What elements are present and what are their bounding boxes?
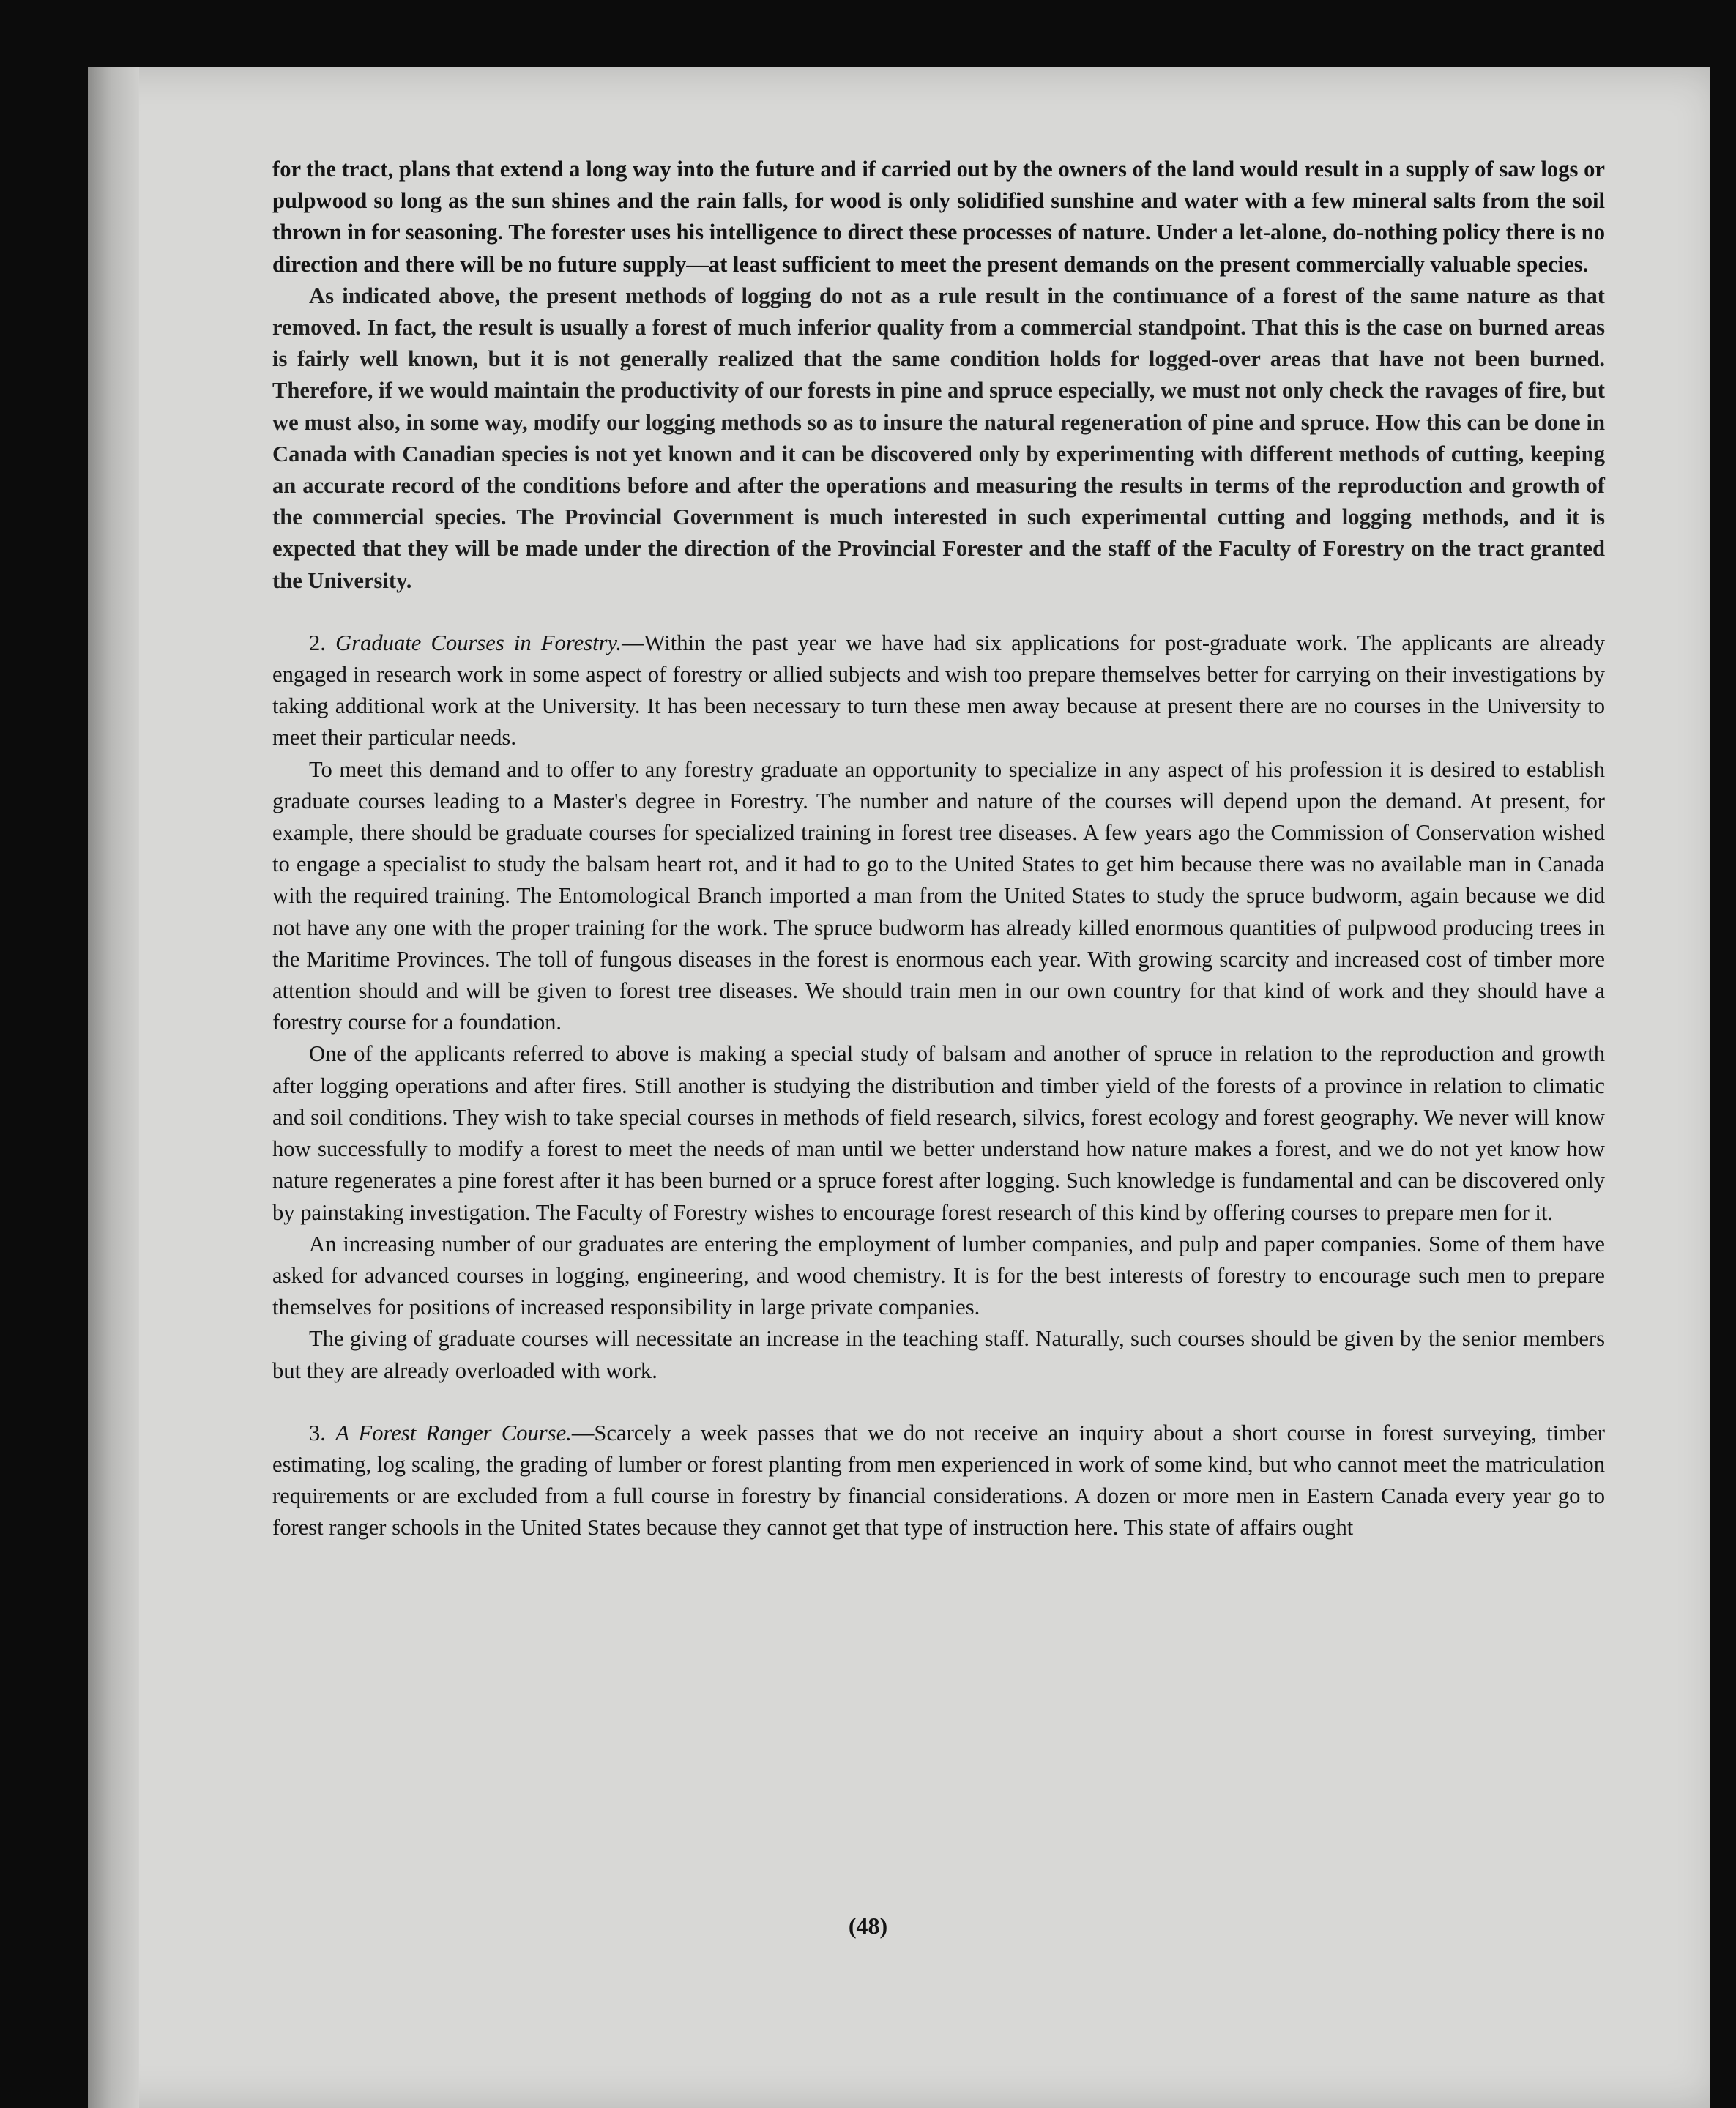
- paragraph-continuation: for the tract, plans that extend a long way into the future and if carried out by the owners of the land would result in a supply of saw logs or pulpwood so long as the sun shines and the rain falls, for wood is only solidified sunshine and water with a few mineral salts from the soil thrown in for seasoning. The forester uses his intelligence to direct these processes of nature. Under a let-alone, do-nothing policy there is no direction and there will be no future supply—at least sufficient to meet the present demands on the present commercially valuable species.: [272, 157, 1605, 277]
- section-number: 2.: [309, 630, 326, 655]
- section-heading: A Forest Ranger Course.: [335, 1420, 572, 1445]
- paragraph-masters-degree: To meet this demand and to offer to any forestry graduate an opportunity to specialize in any aspect of his profession it is desired to establish graduate courses leading to a Master's degree in Forestry. The number and nature of the courses will depend upon the demand. At present, for example, there should be graduate courses for specialized training in forest tree diseases. A few years ago the Commission of Conservation wished to engage a specialist to study the balsam heart rot, and it had to go to the United States to get him because there was no available man in Canada with the required training. The Entomological Branch imported a man from the United States to study the spruce budworm, again because we did not have any one with the proper training for the work. The spruce budworm has already killed enormous quantities of pulpwood producing trees in the Maritime Provinces. The toll of fungous diseases in the forest is enormous each year. With growing scarcity and increased cost of timber more attention should and will be given to forest tree diseases. We should train men in our own country for that kind of work and they should have a forestry course for a foundation.: [272, 756, 1605, 1035]
- section-text: —Within the past year we have had six applications for post-graduate work. The applicants are already engaged in research work in some aspect of forestry or allied subjects and wish too prepare themselves better for carrying on their investigations by taking additional work at the University. It has been necessary to turn these men away because at present there are no courses in the University to meet their particular needs.: [272, 630, 1605, 751]
- page-number: (48): [848, 1913, 888, 1939]
- section-graduate-courses: [272, 627, 1605, 754]
- paragraph-teaching-staff: The giving of graduate courses will necessitate an increase in the teaching staff. Naturally, such courses should be given by the senior members but they are already overloaded with work.: [272, 1326, 1605, 1383]
- section-text: —Scarcely a week passes that we do not receive an inquiry about a short course in forest surveying, timber estimating, log scaling, the grading of lumber or forest planting from men experienced in work of some kind, but who cannot meet the matriculation requirements or are excluded from a full course in forestry by financial considerations. A dozen or more men in Eastern Canada every year go to forest ranger schools in the United States because they cannot get that type of instruction here. This state of affairs ought: [272, 1420, 1605, 1541]
- body-text: [272, 154, 1605, 1544]
- page-edge-shadow: [1710, 67, 1736, 2108]
- paragraph-logging-methods: As indicated above, the present methods of logging do not as a rule result in the continuance of a forest of the same nature as that removed. In fact, the result is usually a forest of much inferior quality from a commercial standpoint. That this is the case on burned areas is fairly well known, but it is not generally realized that the same condition holds for logged-over areas that have not been burned. Therefore, if we would maintain the productivity of our forests in pine and spruce especially, we must not only check the ravages of fire, but we must also, in some way, modify our logging methods so as to insure the natural regeneration of pine and spruce. How this can be done in Canada with Canadian species is not yet known and it can be discovered only by experimenting with different methods of cutting, keeping an accurate record of the conditions before and after the operations and measuring the results in terms of the reproduction and growth of the commercial species. The Provincial Government is much interested in such experimental cutting and logging methods, and it is expected that they will be made under the direction of the Provincial Forester and the staff of the Faculty of Forestry on the tract granted the University.: [272, 283, 1605, 593]
- paragraph-applicants: One of the applicants referred to above is making a special study of balsam and another of spruce in relation to the reproduction and growth after logging operations and after fires. Still another is studying the distribution and timber yield of the forests of a province in relation to climatic and soil conditions. They wish to take special courses in methods of field research, silvics, forest ecology and forest geography. We never will know how successfully to modify a forest to meet the needs of man until we better understand how nature makes a forest, and we do not yet know how nature regenerates a pine forest after it has been burned or a spruce forest after logging. Such knowledge is fundamental and can be discovered only by painstaking investigation. The Faculty of Forestry wishes to encourage forest research of this kind by offering courses to prepare men for it.: [272, 1041, 1605, 1225]
- paragraph-graduates-employment: An increasing number of our graduates are entering the employment of lumber companies, and pulp and paper companies. Some of them have asked for advanced courses in logging, engineering, and wood chemistry. It is for the best interests of forestry to encourage such men to prepare themselves for positions of increased responsibility in large private companies.: [272, 1231, 1605, 1320]
- section-number: 3.: [309, 1420, 326, 1445]
- section-forest-ranger-course: [272, 1418, 1605, 1544]
- section-heading: Graduate Courses in Forestry.: [335, 630, 622, 655]
